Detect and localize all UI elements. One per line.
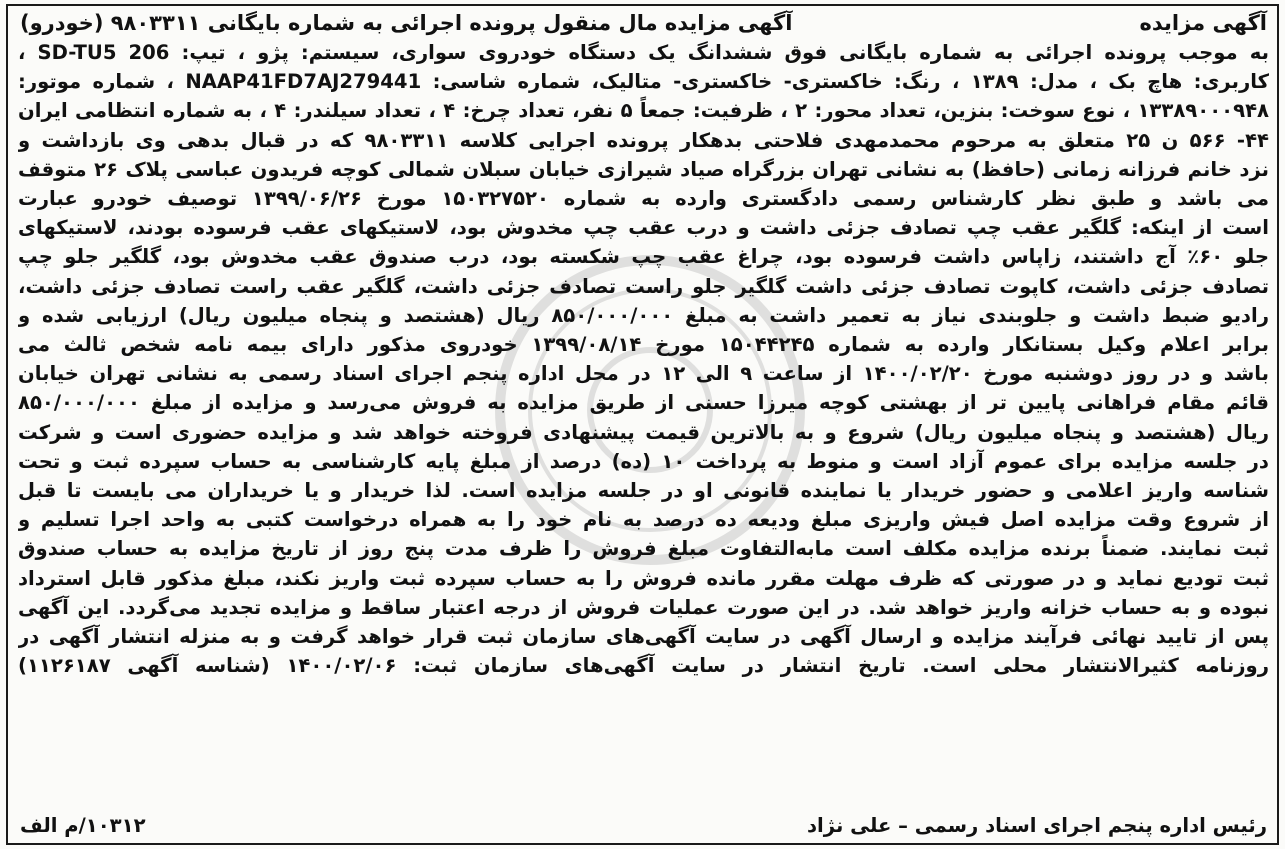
notice-body-line: از شروع وقت مزایده اصل فیش واریزی مبلغ ودیعه ده درصد به نام خود را به همراه درخواست کتبی به واحد اجرا تسلیم و xyxy=(18,508,1269,532)
notice-body-line: ریال (هشتصد و پنجاه میلیون ریال) شروع و به بالاترین قیمت پیشنهادی فروخته خواهد شد و مزایده حضوری است و شرکت xyxy=(18,420,1269,444)
notice-body-line: رادیو ضبط داشت و جلوبندی نیاز به تعمیر داشت به مبلغ ۸۵۰/۰۰۰/۰۰۰ ریال (هشتصد و پنجاه میلیون ریال) ارزیابی شده و xyxy=(18,303,1269,327)
notice-label: آگهی مزایده xyxy=(1139,11,1267,35)
notice-body-line: شناسه واریز اعلامی و حضور خریدار یا نماینده قانونی او در جلسه مزایده است. لذا خریدار و یا خریداران می بایست تا قبل xyxy=(18,479,1269,503)
notice-title: آگهی مزایده مال منقول پرونده اجرائی به شماره بایگانی ۹۸۰۳۳۱۱ (خودرو) xyxy=(20,11,793,35)
notice-body-line: تصادف جزئی داشت، کاپوت تصادف جزئی داشت گلگیر جلو راست تصادف جزئی داشت، گلگیر عقب راست تصادف جزئی داشت، xyxy=(18,274,1269,298)
notice-body-line: می باشد و طبق نظر کارشناس رسمی دادگستری وارده به شماره ۱۵۰۳۲۷۵۲۰ مورخ ۱۳۹۹/۰۶/۲۶ توصیف خودرو عبارت xyxy=(18,187,1269,211)
notice-footer xyxy=(20,811,1267,839)
notice-body-line: کاربری: هاچ بک ، مدل: ۱۳۸۹ ، رنگ: خاکستری- خاکستری- متالیک، شماره شاسی: NAAP41FD7AJ279441 ، شماره موتور: xyxy=(18,70,1269,94)
notice-body-line: به موجب پرونده اجرائی به شماره بایگانی فوق ششدانگ یک دستگاه خودروی سواری، سیستم: پژو ، تیپ: SD-TU5 206 ، xyxy=(18,41,1269,64)
notice-body-line: ۱۳۳۸۹۰۰۰۹۴۸ ، نوع سوخت: بنزین، تعداد محور: ۲ ، ظرفیت: جمعاً ۵ نفر، تعداد چرخ: ۴ ، تعداد سیلندر: ۴ ، به شماره انتظامی ایران xyxy=(18,99,1269,123)
notice-body-line: در جلسه مزایده برای عموم آزاد است و منوط به پرداخت ۱۰ (ده) درصد از مبلغ پایه کارشناسی به حساب سپرده ثبت و تحت xyxy=(18,449,1269,473)
notice-body-line: ثبت تودیع نماید و در صورتی که ظرف مهلت مقرر مانده فروش را به حساب سپرده ثبت واریز نکند، مبلغ مذکور قابل استرداد xyxy=(18,566,1269,590)
notice-body xyxy=(18,38,1269,680)
notice-body-line: برابر اعلام وکیل بستانکار وارده به شماره ۱۵۰۴۴۲۴۵ مورخ ۱۳۹۹/۰۸/۱۴ خودروی مذکور دارای بیمه نامه شخص ثالث می xyxy=(18,333,1269,357)
notice-body-line: است از اینکه: گلگیر عقب چپ تصادف جزئی داشت و درب عقب چپ مخدوش بود، لاستیکهای عقب فرسوده بودند، لاستیکهای xyxy=(18,216,1269,240)
notice-header xyxy=(20,8,1267,38)
notice-body-line: ۴۴- ۵۶۶ ن ۲۵ متعلق به مرحوم محمدمهدی فلاحتی بدهکار پرونده اجرایی کلاسه ۹۸۰۳۳۱۱ که در قبال بدهی وی بازداشت و xyxy=(18,128,1269,152)
signature-line: رئیس اداره پنجم اجرای اسناد رسمی – علی نژاد xyxy=(806,813,1267,837)
notice-body-line: پس از تایید نهائی فرآیند مزایده و ارسال آگهی در سایت آگهی‌های سازمان ثبت قرار خواهد گرفت و به منزله انتشار آگهی در xyxy=(18,625,1269,649)
notice-body-line: قائم مقام فراهانی پایین تر از بهشتی کوچه میرزا حسنی از طریق مزایده به فروش می‌رسد و مزایده از مبلغ ۸۵۰/۰۰۰/۰۰۰ xyxy=(18,391,1269,415)
notice-body-line: روزنامه کثیرالانتشار محلی است. تاریخ انتشار در سایت آگهی‌های سازمان ثبت: ۱۴۰۰/۰۲/۰۶ (شناسه آگهی ۱۱۲۶۱۸۷) xyxy=(18,654,1269,678)
notice-body-line: نبوده و به حساب خزانه واریز خواهد شد. در این صورت عملیات فروش از درجه اعتبار ساقط و مزایده تجدید می‌گردد. این آگهی xyxy=(18,595,1269,619)
notice-body-line: نزد خانم فرزانه زمانی (حافظ) به نشانی تهران بزرگراه صیاد شیرازی خیابان سبلان شمالی کوچه فریدون عباسی پلاک ۲۶ متوقف xyxy=(18,157,1269,181)
notice-body-line: باشد و در روز دوشنبه مورخ ۱۴۰۰/۰۲/۲۰ از ساعت ۹ الی ۱۲ در محل اداره پنجم اجرای اسناد رسمی به نشانی تهران خیابان xyxy=(18,362,1269,386)
reference-number: ۱۰۳۱۲/م الف xyxy=(20,813,146,837)
notice-body-line: ثبت نمایند. ضمناً برنده مزایده مکلف است مابه‌التفاوت مبلغ فروش را ظرف مدت پنج روز از تاریخ مزایده به حساب صندوق xyxy=(18,537,1269,561)
notice-body-line: جلو ۶۰٪ آج داشتند، زاپاس داشت فرسوده بود، چراغ عقب چپ شکسته بود، درب صندوق عقب مخدوش بود، گلگیر جلو چپ xyxy=(18,245,1269,269)
